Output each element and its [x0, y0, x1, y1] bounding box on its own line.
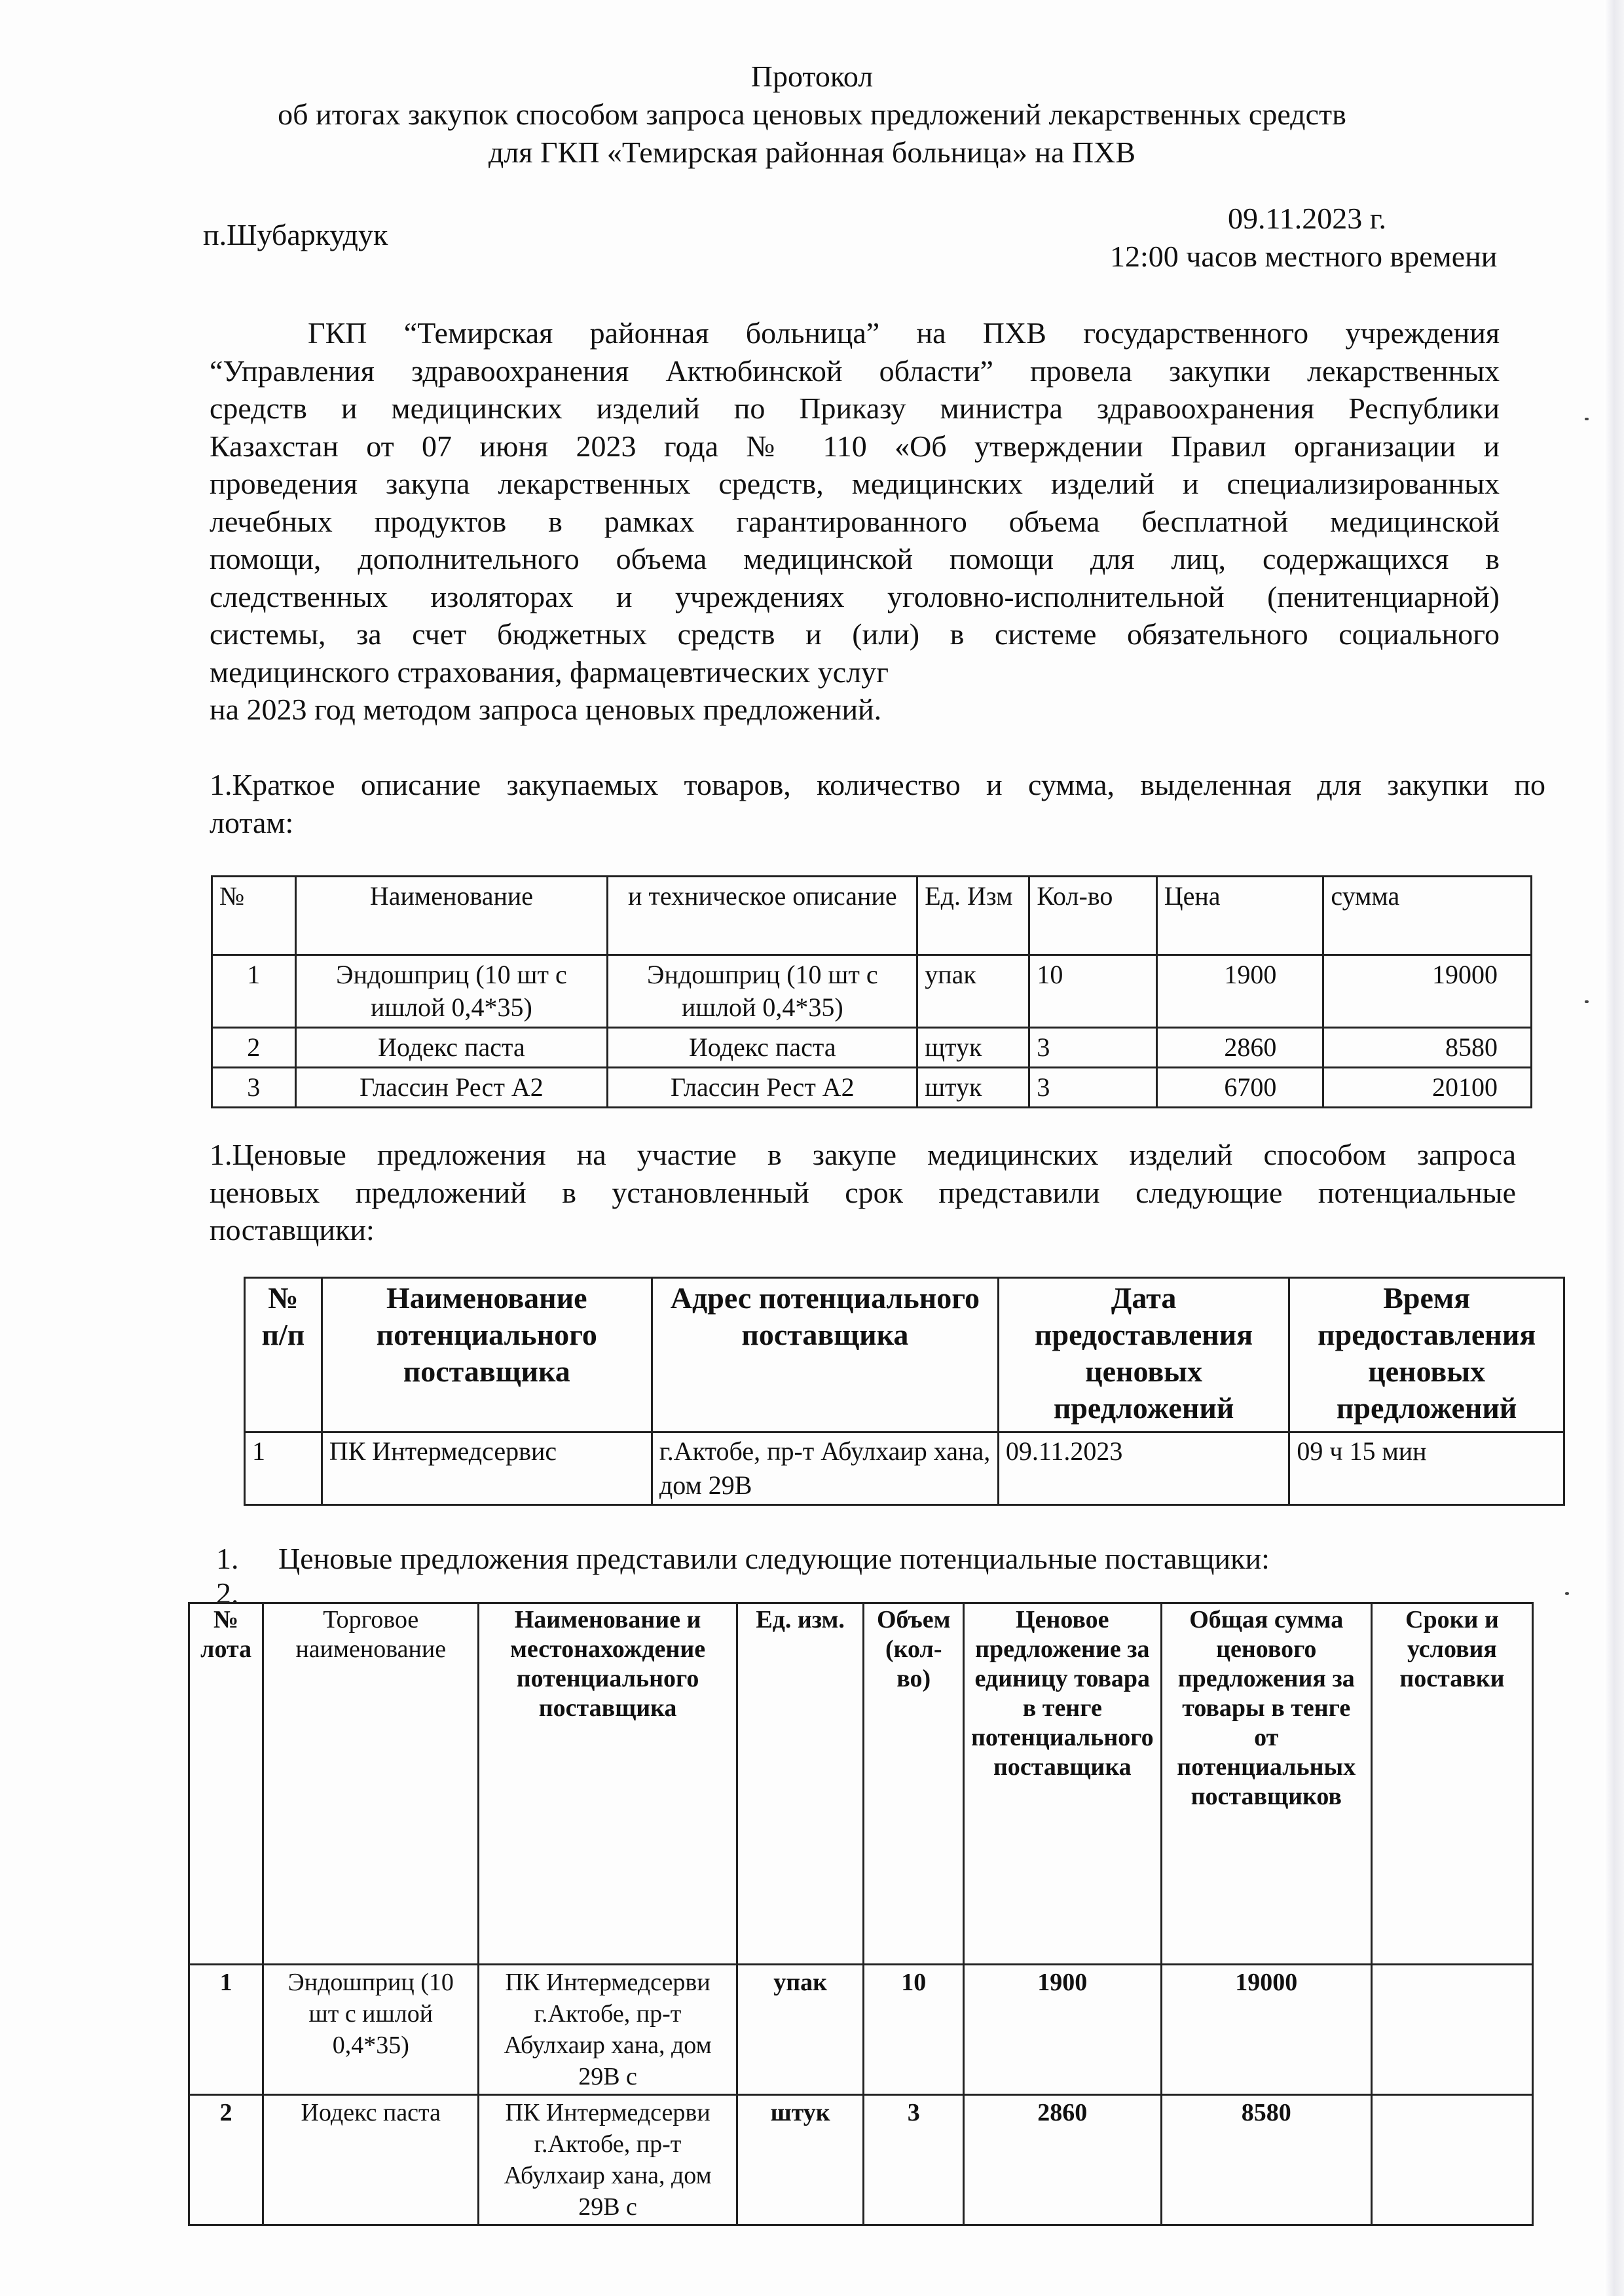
cell-unit: штук [917, 1068, 1029, 1108]
cell-volume: 10 [864, 1965, 964, 2095]
cell-unit: щтук [917, 1028, 1029, 1068]
cell-description: Иодекс паста [608, 1028, 917, 1068]
col-header-unit: Ед. Изм [917, 877, 1029, 955]
document-date: 09.11.2023 г. [1228, 202, 1386, 235]
col-header-price: Цена [1156, 877, 1323, 955]
cell-volume: 3 [864, 2095, 964, 2225]
table-row [212, 955, 1532, 1028]
table-row [189, 1965, 1533, 2095]
cell-sum: 20100 [1323, 1068, 1532, 1108]
cell-description: Глассин Рест А2 [608, 1068, 917, 1108]
cell-unit: штук [737, 2095, 864, 2225]
intro-line: “Управления здравоохранения Актюбинской области” провела закупки лекарственных [210, 354, 1500, 388]
section2-heading-line: ценовых предложений в установленный срок представили следующие потенциальные [210, 1175, 1516, 1209]
lots-table-header [212, 877, 1532, 955]
intro-line: ГКП “Темирская районная больница” на ПХВ государственного учреждения [308, 316, 1500, 350]
scan-speck [1585, 1000, 1589, 1003]
cell-trade-name: Эндошприц (10 шт с ишлой 0,4*35) [263, 1965, 479, 2095]
cell-price: 6700 [1156, 1068, 1323, 1108]
col-header-submission-time: Время предоставления ценовых предложений [1289, 1278, 1564, 1432]
cell-description: Эндошприц (10 шт с ишлой 0,4*35) [608, 955, 917, 1028]
cell-supplier-name: ПК Интермедсервис [322, 1432, 652, 1505]
cell-number: 3 [212, 1068, 296, 1108]
list-item-1-number: 1. [216, 1542, 239, 1575]
cell-price: 1900 [1156, 955, 1323, 1028]
cell-unit: упак [737, 1965, 864, 2095]
document-subtitle-line2: для ГКП «Темирская районная больница» на ПХВ [488, 136, 1136, 169]
section2-heading [210, 1136, 1516, 1249]
col-header-number: № п/п [245, 1278, 322, 1432]
cell-unit: упак [917, 955, 1029, 1028]
intro-line: медицинского страхования, фармацевтических услуг [210, 655, 889, 689]
cell-sum: 8580 [1323, 1028, 1532, 1068]
section2-heading-line: 1.Ценовые предложения на участие в закупе медицинских изделий способом запроса [210, 1138, 1516, 1171]
col-header-name: Наименование [295, 877, 608, 955]
document-title: Протокол [750, 60, 874, 93]
cell-submission-date: 09.11.2023 [998, 1432, 1289, 1505]
section1-heading-line1: 1.Краткое описание закупаемых товаров, количество и сумма, выделенная для закупки по [210, 768, 1545, 801]
section1-heading [210, 766, 1545, 841]
col-header-description: и техническое описание [608, 877, 917, 955]
intro-line: системы, за счет бюджетных средств и (или) в системе обязательного социального [210, 617, 1500, 651]
col-header-qty: Кол-во [1029, 877, 1156, 955]
cell-name: Глассин Рест А2 [295, 1068, 608, 1108]
cell-name: Иодекс паста [295, 1028, 608, 1068]
table-row [189, 2095, 1533, 2225]
col-header-submission-date: Дата предоставления ценовых предложений [998, 1278, 1289, 1432]
intro-line: лечебных продуктов в рамках гарантированного объема бесплатной медицинской [210, 504, 1500, 538]
col-header-supplier-name: Наименование потенциального поставщика [322, 1278, 652, 1432]
cell-lot-number: 2 [189, 2095, 263, 2225]
cell-trade-name: Иодекс паста [263, 2095, 479, 2225]
intro-paragraph [210, 314, 1500, 729]
suppliers-table-header [245, 1278, 1564, 1432]
intro-line: помощи, дополнительного объема медицинской помощи для лиц, содержащихся в [210, 542, 1500, 575]
cell-sum: 19000 [1323, 955, 1532, 1028]
location: п.Шубаркудук [203, 218, 388, 251]
col-header-trade-name: Торговое наименование [263, 1603, 479, 1965]
document-time: 12:00 часов местного времени [1110, 240, 1498, 273]
col-header-terms: Сроки и условия поставки [1371, 1603, 1532, 1965]
scan-edge-shadow [1604, 0, 1624, 2296]
cell-supplier: ПК Интермедсерви г.Актобе, пр-т Абулхаир хана, дом 29В с [479, 2095, 737, 2225]
intro-line: средств и медицинских изделий по Приказу министра здравоохранения Республики [210, 392, 1500, 425]
suppliers-table [244, 1277, 1565, 1506]
cell-terms [1371, 2095, 1532, 2225]
intro-line: следственных изоляторах и учреждениях уголовно-исполнительной (пенитенциарной) [210, 579, 1500, 613]
cell-terms [1371, 1965, 1532, 2095]
scan-speck [1585, 418, 1589, 420]
col-header-number: № [212, 877, 296, 955]
list-item-2-number: 2. [216, 1576, 239, 1610]
cell-supplier-address: г.Актобе, пр-т Абулхаир хана, дом 29В [652, 1432, 998, 1505]
col-header-unit: Ед. изм. [737, 1603, 864, 1965]
price-offers-table-header [189, 1603, 1533, 1965]
scan-speck [1565, 1592, 1569, 1595]
col-header-supplier-address: Адрес потенциального поставщика [652, 1278, 998, 1432]
cell-name: Эндошприц (10 шт с ишлой 0,4*35) [295, 955, 608, 1028]
section2-heading-line: поставщики: [210, 1213, 375, 1247]
cell-qty: 3 [1029, 1068, 1156, 1108]
col-header-lot-number: № лота [189, 1603, 263, 1965]
price-offers-table [188, 1602, 1534, 2226]
cell-qty: 3 [1029, 1028, 1156, 1068]
col-header-sum: сумма [1323, 877, 1532, 955]
intro-line: Казахстан от 07 июня 2023 года № 110 «Об утверждении Правил организации и [210, 429, 1500, 463]
table-row [212, 1028, 1532, 1068]
document-subtitle-line1: об итогах закупок способом запроса ценовых предложений лекарственных средств [278, 98, 1346, 131]
cell-unit-price: 2860 [964, 2095, 1162, 2225]
cell-number: 1 [212, 955, 296, 1028]
cell-number: 2 [212, 1028, 296, 1068]
col-header-volume: Объем (кол-во) [864, 1603, 964, 1965]
cell-submission-time: 09 ч 15 мин [1289, 1432, 1564, 1505]
intro-line: проведения закупа лекарственных средств, медицинских изделий и специализированных [210, 467, 1500, 500]
cell-number: 1 [245, 1432, 322, 1505]
list-item-1-text: Ценовые предложения представили следующие потенциальные поставщики: [278, 1542, 1270, 1575]
cell-total: 8580 [1161, 2095, 1371, 2225]
lots-table [211, 875, 1532, 1108]
col-header-unit-price: Ценовое предложение за единицу товара в тенге потенциального поставщика [964, 1603, 1162, 1965]
cell-unit-price: 1900 [964, 1965, 1162, 2095]
cell-total: 19000 [1161, 1965, 1371, 2095]
cell-price: 2860 [1156, 1028, 1323, 1068]
cell-supplier: ПК Интермедсерви г.Актобе, пр-т Абулхаир хана, дом 29В с [479, 1965, 737, 2095]
col-header-supplier: Наименование и местонахождение потенциального поставщика [479, 1603, 737, 1965]
section1-heading-line2: лотам: [210, 805, 294, 839]
table-row [212, 1068, 1532, 1108]
cell-lot-number: 1 [189, 1965, 263, 2095]
col-header-total: Общая сумма ценового предложения за товары в тенге от потенциальных поставщиков [1161, 1603, 1371, 1965]
table-row [245, 1432, 1564, 1505]
intro-line: на 2023 год методом запроса ценовых предложений. [210, 693, 882, 726]
cell-qty: 10 [1029, 955, 1156, 1028]
